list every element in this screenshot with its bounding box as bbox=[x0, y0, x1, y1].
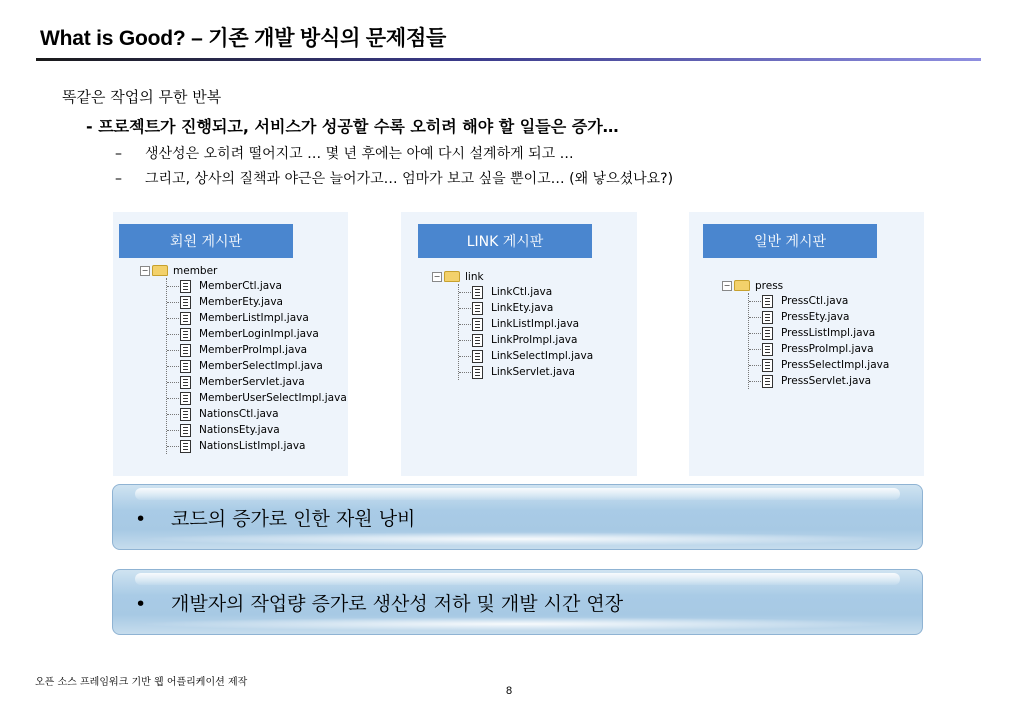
java-file-icon bbox=[762, 327, 773, 340]
dash-marker: – bbox=[115, 171, 122, 187]
file-label: PressEty.java bbox=[781, 311, 850, 323]
file-label: PressListImpl.java bbox=[781, 327, 876, 339]
file-item[interactable] bbox=[167, 326, 347, 342]
file-list bbox=[748, 293, 889, 389]
file-item[interactable] bbox=[167, 294, 347, 310]
file-item[interactable] bbox=[459, 316, 593, 332]
file-item[interactable] bbox=[749, 373, 889, 389]
file-tree bbox=[140, 263, 347, 454]
point-repetition: 똑같은 작업의 무한 반복 bbox=[62, 88, 222, 106]
file-list bbox=[166, 278, 347, 454]
java-file-icon bbox=[180, 344, 191, 357]
sub-point-overtime bbox=[115, 168, 673, 188]
callout-label: 개발자의 작업량 증가로 생산성 저하 및 개발 시간 연장 bbox=[171, 593, 624, 615]
java-file-icon bbox=[180, 280, 191, 293]
java-file-icon bbox=[472, 366, 483, 379]
java-file-icon bbox=[472, 318, 483, 331]
file-tree bbox=[432, 269, 593, 380]
java-file-icon bbox=[180, 392, 191, 405]
panel-header: 일반 게시판 bbox=[703, 224, 877, 258]
file-label: NationsEty.java bbox=[199, 424, 280, 436]
folder-label: member bbox=[173, 264, 218, 277]
gloss-highlight bbox=[135, 573, 900, 585]
java-file-icon bbox=[762, 343, 773, 356]
java-file-icon bbox=[472, 302, 483, 315]
file-label: MemberEty.java bbox=[199, 296, 283, 308]
file-label: LinkSelectImpl.java bbox=[491, 350, 594, 362]
file-item[interactable] bbox=[167, 390, 347, 406]
tree-root-folder[interactable] bbox=[722, 278, 889, 293]
page-title: What is Good? – 기존 개발 방식의 문제점들 bbox=[40, 27, 447, 50]
folder-icon bbox=[444, 271, 460, 282]
file-label: MemberUserSelectImpl.java bbox=[199, 392, 347, 404]
gloss-highlight bbox=[133, 617, 902, 631]
file-label: LinkListImpl.java bbox=[491, 318, 580, 330]
java-file-icon bbox=[180, 424, 191, 437]
callout-label: 코드의 증가로 인한 자원 낭비 bbox=[171, 508, 416, 530]
file-label: MemberListImpl.java bbox=[199, 312, 309, 324]
file-label: PressSelectImpl.java bbox=[781, 359, 890, 371]
file-item[interactable] bbox=[459, 364, 593, 380]
file-label: PressCtl.java bbox=[781, 295, 849, 307]
dash-marker: – bbox=[115, 146, 122, 162]
file-tree bbox=[722, 278, 889, 389]
file-item[interactable] bbox=[167, 278, 347, 294]
file-item[interactable] bbox=[167, 406, 347, 422]
callout-text bbox=[135, 589, 623, 616]
java-file-icon bbox=[762, 375, 773, 388]
callout-resource-waste bbox=[112, 484, 923, 550]
file-item[interactable] bbox=[167, 342, 347, 358]
callout-text bbox=[135, 504, 415, 531]
bullet-marker: • bbox=[135, 508, 147, 530]
file-item[interactable] bbox=[167, 422, 347, 438]
title-divider bbox=[36, 58, 981, 61]
collapse-minus-icon[interactable]: − bbox=[141, 265, 149, 275]
file-label: MemberProImpl.java bbox=[199, 344, 308, 356]
file-item[interactable] bbox=[167, 310, 347, 326]
panel-header: LINK 게시판 bbox=[418, 224, 592, 258]
file-item[interactable] bbox=[749, 357, 889, 373]
file-item[interactable] bbox=[749, 341, 889, 357]
tree-root-folder[interactable] bbox=[140, 263, 347, 278]
file-item[interactable] bbox=[459, 284, 593, 300]
file-item[interactable] bbox=[459, 348, 593, 364]
point-work-increase: - 프로젝트가 진행되고, 서비스가 성공할 수록 오히려 해야 할 일들은 증가… bbox=[86, 117, 619, 136]
folder-label: link bbox=[465, 270, 484, 283]
java-file-icon bbox=[472, 334, 483, 347]
file-label: MemberCtl.java bbox=[199, 280, 282, 292]
collapse-minus-icon[interactable]: − bbox=[433, 271, 441, 281]
java-file-icon bbox=[472, 286, 483, 299]
sub-point-productivity bbox=[115, 143, 574, 163]
file-item[interactable] bbox=[167, 374, 347, 390]
java-file-icon bbox=[762, 295, 773, 308]
footer-caption: 오픈 소스 프레임워크 기반 웹 어플리케이션 제작 bbox=[35, 677, 248, 688]
panel-header: 회원 게시판 bbox=[119, 224, 293, 258]
folder-icon bbox=[152, 265, 168, 276]
java-file-icon bbox=[180, 312, 191, 325]
tree-root-folder[interactable] bbox=[432, 269, 593, 284]
java-file-icon bbox=[180, 408, 191, 421]
bullet-marker: • bbox=[135, 593, 147, 615]
collapse-minus-icon[interactable]: − bbox=[723, 280, 731, 290]
file-label: MemberLoginImpl.java bbox=[199, 328, 319, 340]
file-label: LinkServlet.java bbox=[491, 366, 575, 378]
java-file-icon bbox=[180, 360, 191, 373]
file-label: LinkEty.java bbox=[491, 302, 554, 314]
file-label: PressServlet.java bbox=[781, 375, 872, 387]
file-label: NationsListImpl.java bbox=[199, 440, 306, 452]
java-file-icon bbox=[762, 359, 773, 372]
callout-productivity-loss bbox=[112, 569, 923, 635]
file-label: LinkProImpl.java bbox=[491, 334, 578, 346]
file-label: NationsCtl.java bbox=[199, 408, 279, 420]
file-label: LinkCtl.java bbox=[491, 286, 553, 298]
java-file-icon bbox=[180, 376, 191, 389]
page-number: 8 bbox=[506, 685, 513, 697]
java-file-icon bbox=[472, 350, 483, 363]
file-label: MemberSelectImpl.java bbox=[199, 360, 323, 372]
java-file-icon bbox=[180, 296, 191, 309]
file-item[interactable] bbox=[749, 309, 889, 325]
sub-point-text: 생산성은 오히려 떨어지고 … 몇 년 후에는 아예 다시 설계하게 되고 … bbox=[145, 146, 574, 162]
link-board-panel bbox=[401, 212, 637, 476]
file-item[interactable] bbox=[459, 300, 593, 316]
file-list bbox=[458, 284, 593, 380]
java-file-icon bbox=[180, 440, 191, 453]
sub-point-text: 그리고, 상사의 질책과 야근은 늘어가고… 엄마가 보고 싶을 뿐이고… (왜 낳으셨나요?) bbox=[145, 171, 674, 187]
file-item[interactable] bbox=[167, 358, 347, 374]
file-item[interactable] bbox=[749, 325, 889, 341]
gloss-highlight bbox=[133, 532, 902, 546]
java-file-icon bbox=[180, 328, 191, 341]
file-item[interactable] bbox=[167, 438, 347, 454]
file-label: PressProImpl.java bbox=[781, 343, 874, 355]
file-label: MemberServlet.java bbox=[199, 376, 305, 388]
member-board-panel bbox=[113, 212, 348, 476]
file-item[interactable] bbox=[459, 332, 593, 348]
java-file-icon bbox=[762, 311, 773, 324]
file-item[interactable] bbox=[749, 293, 889, 309]
general-board-panel bbox=[689, 212, 924, 476]
folder-label: press bbox=[755, 279, 784, 292]
gloss-highlight bbox=[135, 488, 900, 500]
folder-icon bbox=[734, 280, 750, 291]
